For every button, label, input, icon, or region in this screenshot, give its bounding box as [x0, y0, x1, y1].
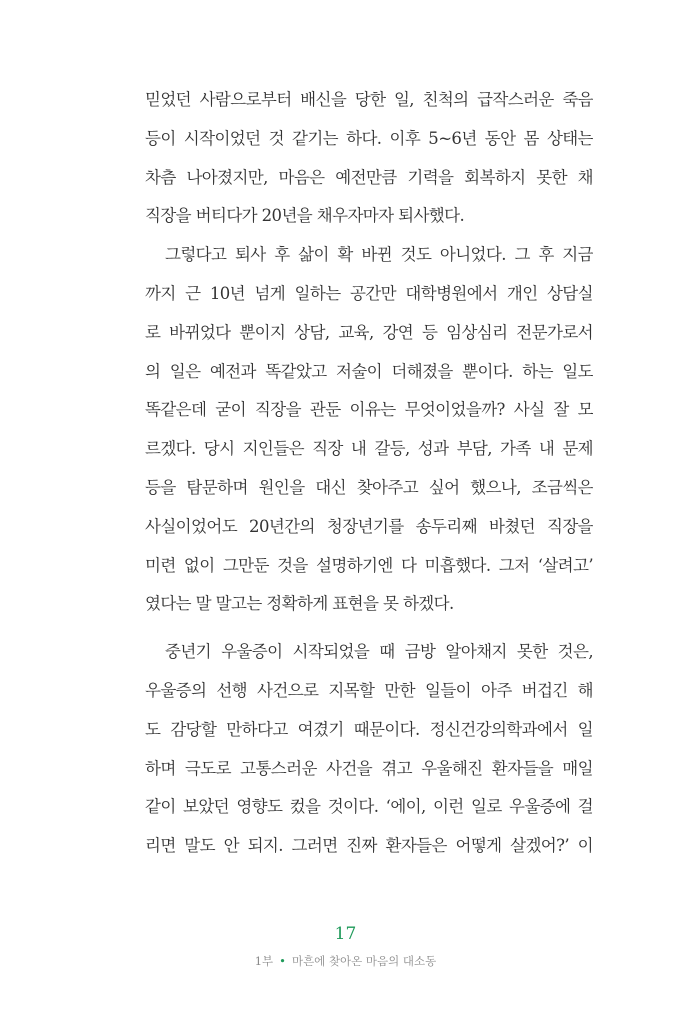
page-number: 17	[334, 924, 357, 944]
paragraph-2	[145, 236, 593, 624]
text-line: 하며 극도로 고통스러운 사건을 겪고 우울해진 환자들을 매일	[145, 758, 593, 778]
text-line: 같이 보았던 영향도 컸을 것이다. ‘에이, 이런 일로 우울증에 걸	[145, 797, 593, 817]
text-line: 르겠다. 당시 지인들은 직장 내 갈등, 성과 부담, 가족 내 문제	[145, 439, 593, 459]
text-line: 중년기 우울증이 시작되었을 때 금방 알아채지 못한 것은,	[165, 642, 593, 662]
paragraph-3	[145, 633, 593, 866]
text-line: 등을 탐문하며 원인을 대신 찾아주고 싶어 했으나, 조금씩은	[145, 477, 593, 497]
text-line: 그렇다고 퇴사 후 삶이 확 바뀐 것도 아니었다. 그 후 지금	[165, 245, 593, 265]
text-line: 우울증의 선행 사건으로 지목할 만한 일들이 아주 버겁긴 해	[145, 680, 593, 700]
text-line: 리면 말도 안 되지. 그러면 진짜 환자들은 어떻게 살겠어?’ 이	[145, 836, 593, 856]
text-line: 믿었던 사람으로부터 배신을 당한 일, 친척의 급작스러운 죽음	[145, 90, 593, 109]
text-line: 였다는 말 말고는 정확하게 표현을 못 하겠다.	[145, 594, 454, 614]
text-line: 똑같은데 굳이 직장을 관둔 이유는 무엇이었을까? 사실 잘 모	[145, 400, 593, 420]
paragraph-1	[145, 81, 593, 236]
running-footer	[0, 953, 691, 969]
bullet-icon: •	[279, 954, 286, 968]
text-line: 차츰 나아졌지만, 마음은 예전만큼 기력을 회복하지 못한 채	[145, 167, 593, 187]
part-label: 1부	[254, 954, 274, 968]
text-line: 로 바뀌었다 뿐이지 상담, 교육, 강연 등 임상심리 전문가로서	[145, 322, 593, 342]
text-line: 직장을 버티다가 20년을 채우자마자 퇴사했다.	[145, 206, 465, 226]
text-line: 미련 없이 그만둔 것을 설명하기엔 다 미흡했다. 그저 ‘살려고’	[145, 555, 593, 575]
text-line: 까지 근 10년 넘게 일하는 공간만 대학병원에서 개인 상담실	[145, 283, 593, 303]
chapter-title: 마흔에 찾아온 마음의 대소동	[291, 954, 437, 968]
text-line: 의 일은 예전과 똑같았고 저술이 더해졌을 뿐이다. 하는 일도	[145, 361, 593, 381]
text-line: 사실이었어도 20년간의 청장년기를 송두리째 바쳤던 직장을	[145, 516, 593, 536]
body-text	[145, 81, 593, 866]
text-line: 도 감당할 만하다고 여겼기 때문이다. 정신건강의학과에서 일	[145, 719, 593, 739]
text-line: 등이 시작이었던 것 같기는 하다. 이후 5~6년 동안 몸 상태는	[145, 128, 593, 148]
